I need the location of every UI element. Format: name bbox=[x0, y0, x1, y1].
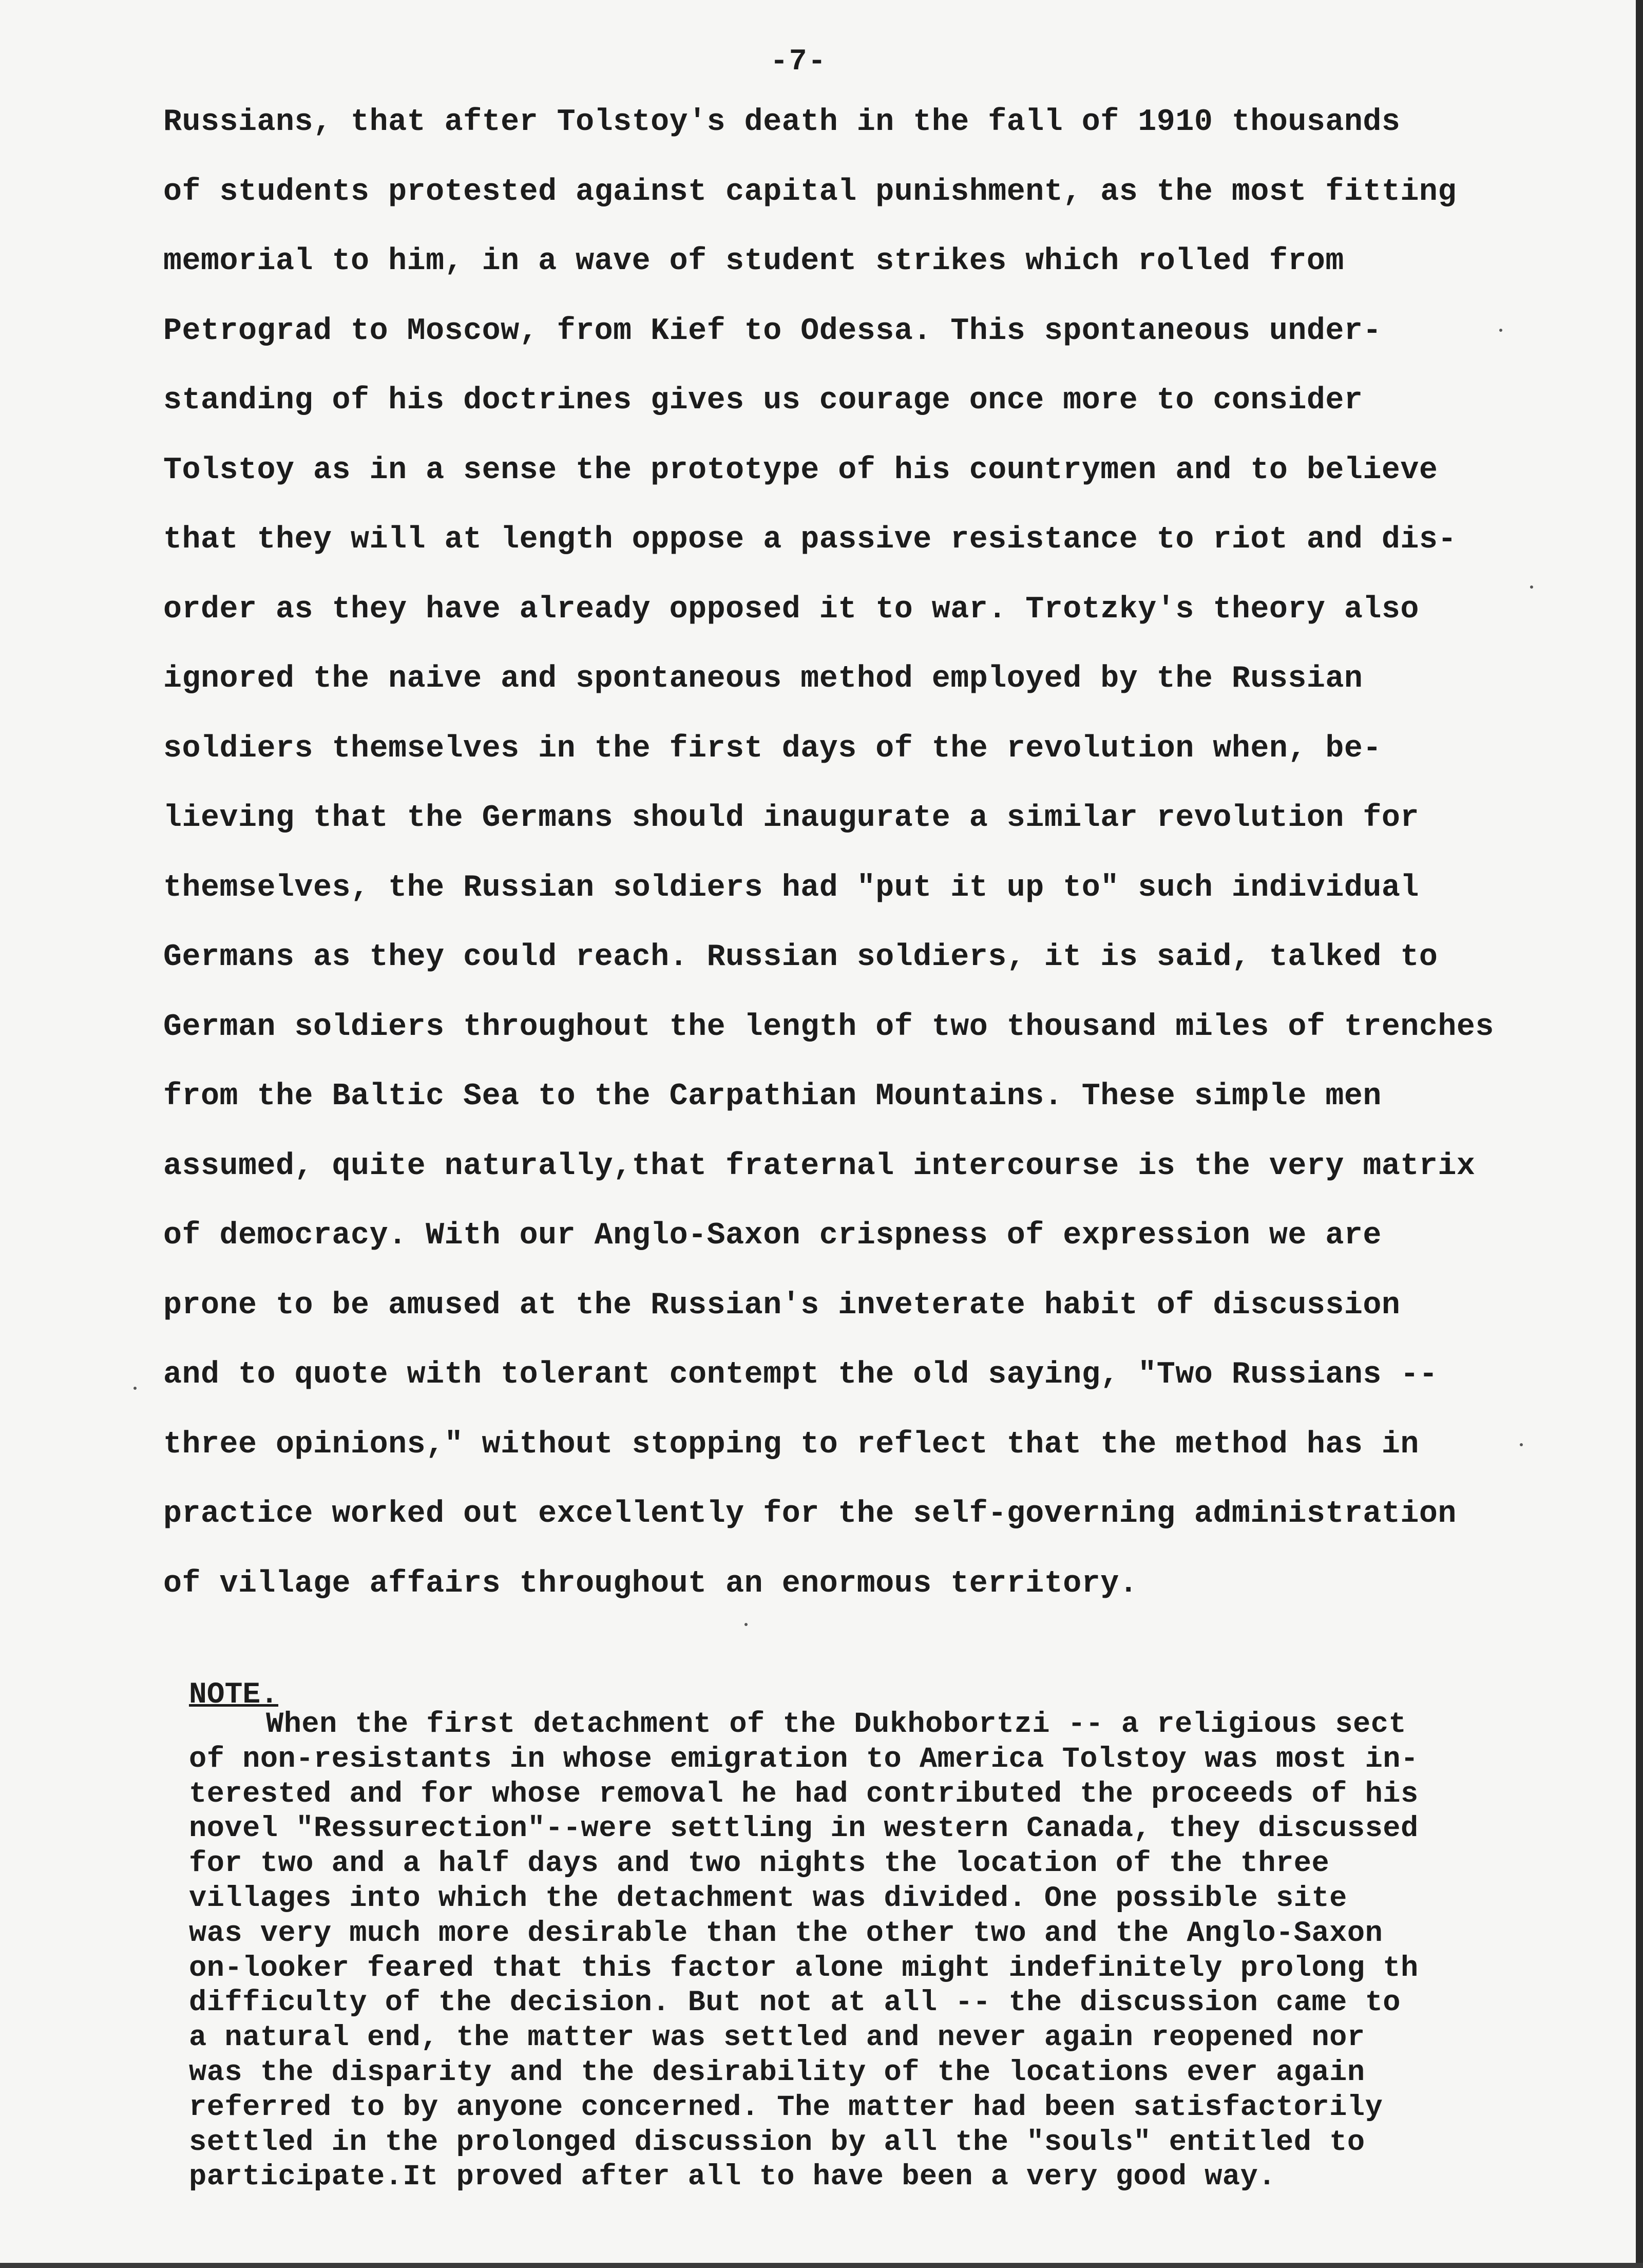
note-line: of non-resistants in whose emigration to America Tolstoy was most in- bbox=[189, 1743, 1419, 1776]
body-line: and to quote with tolerant contempt the old saying, "Two Russians -- bbox=[163, 1357, 1438, 1392]
note-line: on-looker feared that this factor alone might indefinitely prolong th bbox=[189, 1952, 1419, 1985]
body-line: assumed, quite naturally,that fraternal intercourse is the very matrix bbox=[163, 1148, 1476, 1184]
body-line: order as they have already opposed it to war. Trotzky's theory also bbox=[163, 592, 1419, 627]
body-line: soldiers themselves in the first days of the revolution when, be- bbox=[163, 731, 1382, 766]
note-paragraph bbox=[189, 1708, 1606, 2195]
note-line: referred to by anyone concerned. The matter had been satisfactorily bbox=[189, 2091, 1383, 2124]
body-line: prone to be amused at the Russian's inveterate habit of discussion bbox=[163, 1288, 1401, 1323]
scan-speck bbox=[1499, 329, 1502, 332]
scan-speck bbox=[744, 1623, 748, 1626]
note-line: was very much more desirable than the other two and the Anglo-Saxon bbox=[189, 1917, 1383, 1950]
note-line: terested and for whose removal he had contributed the proceeds of his bbox=[189, 1778, 1419, 1811]
note-line: novel "Ressurection"--were settling in western Canada, they discussed bbox=[189, 1812, 1419, 1846]
body-line: Russians, that after Tolstoy's death in the fall of 1910 thousands bbox=[163, 105, 1401, 140]
scan-speck bbox=[1530, 585, 1533, 589]
body-paragraph bbox=[163, 102, 1601, 1633]
body-line: that they will at length oppose a passive resistance to riot and dis- bbox=[163, 522, 1457, 557]
note-line: for two and a half days and two nights the location of the three bbox=[189, 1847, 1330, 1881]
body-line: Germans as they could reach. Russian soldiers, it is said, talked to bbox=[163, 940, 1438, 975]
body-line: practice worked out excellently for the self-governing administration bbox=[163, 1497, 1457, 1532]
body-line: Petrograd to Moscow, from Kief to Odessa. This spontaneous under- bbox=[163, 313, 1382, 349]
body-line: three opinions," without stopping to reflect that the method has in bbox=[163, 1427, 1419, 1462]
body-line: memorial to him, in a wave of student strikes which rolled from bbox=[163, 244, 1344, 279]
body-line: of village affairs throughout an enormous territory. bbox=[163, 1566, 1138, 1601]
note-heading: NOTE. bbox=[189, 1678, 279, 1712]
note-line: settled in the prolonged discussion by all the "souls" entitled to bbox=[189, 2126, 1365, 2159]
body-line: Tolstoy as in a sense the prototype of his countrymen and to believe bbox=[163, 452, 1438, 488]
note-line: participate.It proved after all to have been a very good way. bbox=[189, 2161, 1276, 2194]
scan-edge-bottom bbox=[0, 2263, 1643, 2268]
note-line: a natural end, the matter was settled and never again reopened nor bbox=[189, 2021, 1365, 2055]
body-line: of students protested against capital punishment, as the most fitting bbox=[163, 174, 1457, 210]
note-line: villages into which the detachment was divided. One possible site bbox=[189, 1882, 1347, 1915]
body-line: standing of his doctrines gives us courage once more to consider bbox=[163, 383, 1363, 418]
body-line: German soldiers throughout the length of two thousand miles of trenches bbox=[163, 1009, 1494, 1045]
page-number: -7- bbox=[770, 45, 827, 79]
note-line: was the disparity and the desirability of the locations ever again bbox=[189, 2056, 1365, 2089]
body-line: themselves, the Russian soldiers had "put it up to" such individual bbox=[163, 870, 1419, 905]
note-line: difficulty of the decision. But not at all -- the discussion came to bbox=[189, 1987, 1401, 2020]
scan-speck bbox=[1520, 1443, 1523, 1446]
scan-speck bbox=[133, 1387, 137, 1390]
body-line: from the Baltic Sea to the Carpathian Mountains. These simple men bbox=[163, 1079, 1382, 1114]
body-line: ignored the naive and spontaneous method employed by the Russian bbox=[163, 662, 1363, 696]
body-line: of democracy. With our Anglo-Saxon crispness of expression we are bbox=[163, 1218, 1382, 1253]
scan-edge-right bbox=[1636, 0, 1643, 2268]
body-line: lieving that the Germans should inaugurate a similar revolution for bbox=[163, 801, 1419, 836]
note-line: When the first detachment of the Dukhobortzi -- a religious sect bbox=[266, 1708, 1407, 1741]
